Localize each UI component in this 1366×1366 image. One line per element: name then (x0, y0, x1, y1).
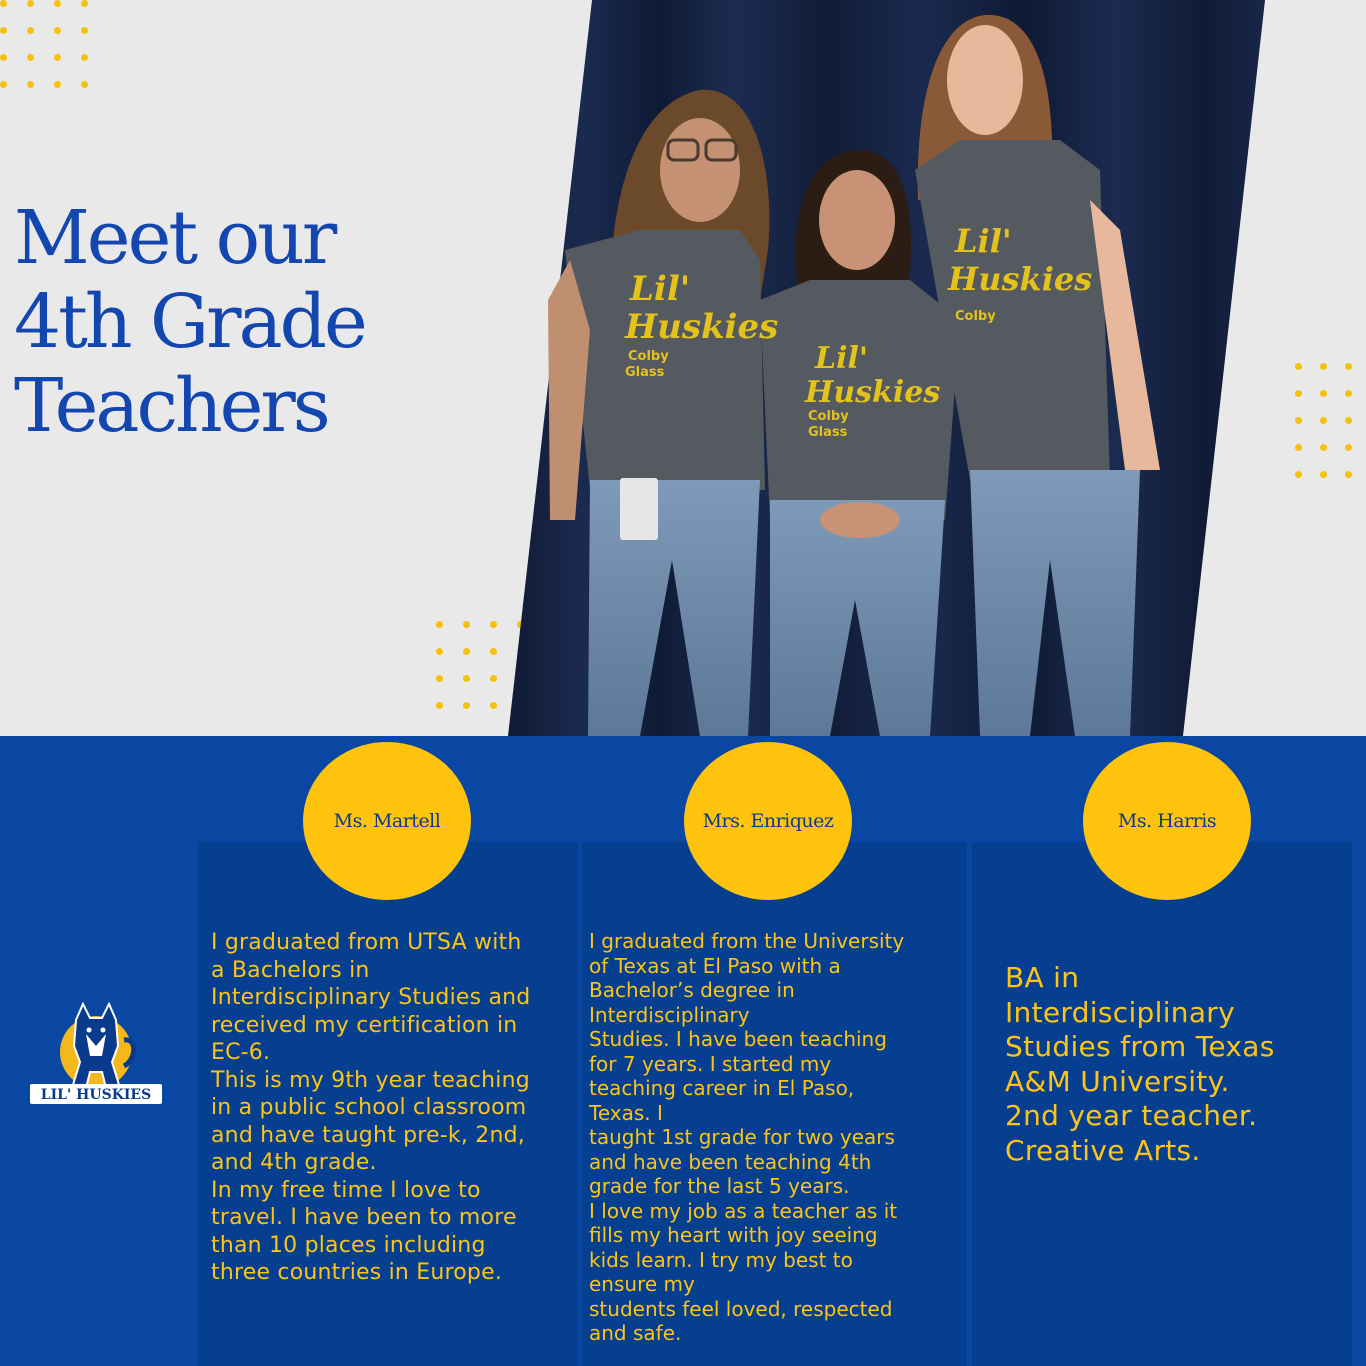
shirt-print-left-1: Lil' (630, 269, 691, 309)
teacher-bio-enriquez: I graduated from the University of Texas at El Paso with a Bachelor’s degree in Interdisciplinary Studies. I have been teaching for 7 years. I started my teaching career in El Paso, Texas. I taught 1st grade for two years and have been teaching 4th grade for the last 5 years. I love my job as a teacher as it fills my heart with joy seeing kids learn. I try my best to ensure my students feel loved, respected and safe. (589, 929, 905, 1345)
teacher-name-martell: Ms. Martell (333, 810, 441, 832)
shirt-print-center-1: Lil' (815, 341, 869, 376)
teacher-name-harris: Ms. Harris (1117, 810, 1217, 832)
title-line-2: 4th Grade (14, 279, 365, 365)
shirt-print-center-4: Glass (808, 425, 848, 440)
name-badge-martell (303, 742, 471, 900)
teacher-bio-harris: BA in Interdisciplinary Studies from Texas A&M University. 2nd year teacher. Creative Arts. (1005, 961, 1275, 1167)
name-badge-enriquez (684, 742, 852, 900)
name-badge-harris (1083, 742, 1251, 900)
shirt-print-left-4: Glass (625, 365, 665, 380)
shirt-print-left-2: Huskies (625, 307, 779, 347)
title-line-1: Meet our (14, 195, 335, 281)
title-line-3: Teachers (14, 363, 328, 449)
shirt-print-right-2: Huskies (948, 260, 1093, 298)
shirt-print-center-2: Huskies (805, 375, 941, 410)
logo-text: LIL' HUSKIES (40, 1087, 152, 1103)
teacher-name-enriquez: Mrs. Enriquez (702, 810, 834, 832)
lil-huskies-logo (28, 1000, 164, 1110)
shirt-print-center-3: Colby (808, 409, 849, 424)
shirt-print-right-1: Lil' (955, 222, 1012, 260)
teacher-bio-martell: I graduated from UTSA with a Bachelors in Interdisciplinary Studies and received my certification in EC-6. This is my 9th year teaching in a public school classroom and have taught pre-k, 2nd, and 4th grade. In my free time I love to travel. I have been to more than 10 places including three countries in Europe. (211, 930, 531, 1285)
shirt-print-right-3: Colby (955, 309, 996, 324)
shirt-print-left-3: Colby (628, 349, 669, 364)
